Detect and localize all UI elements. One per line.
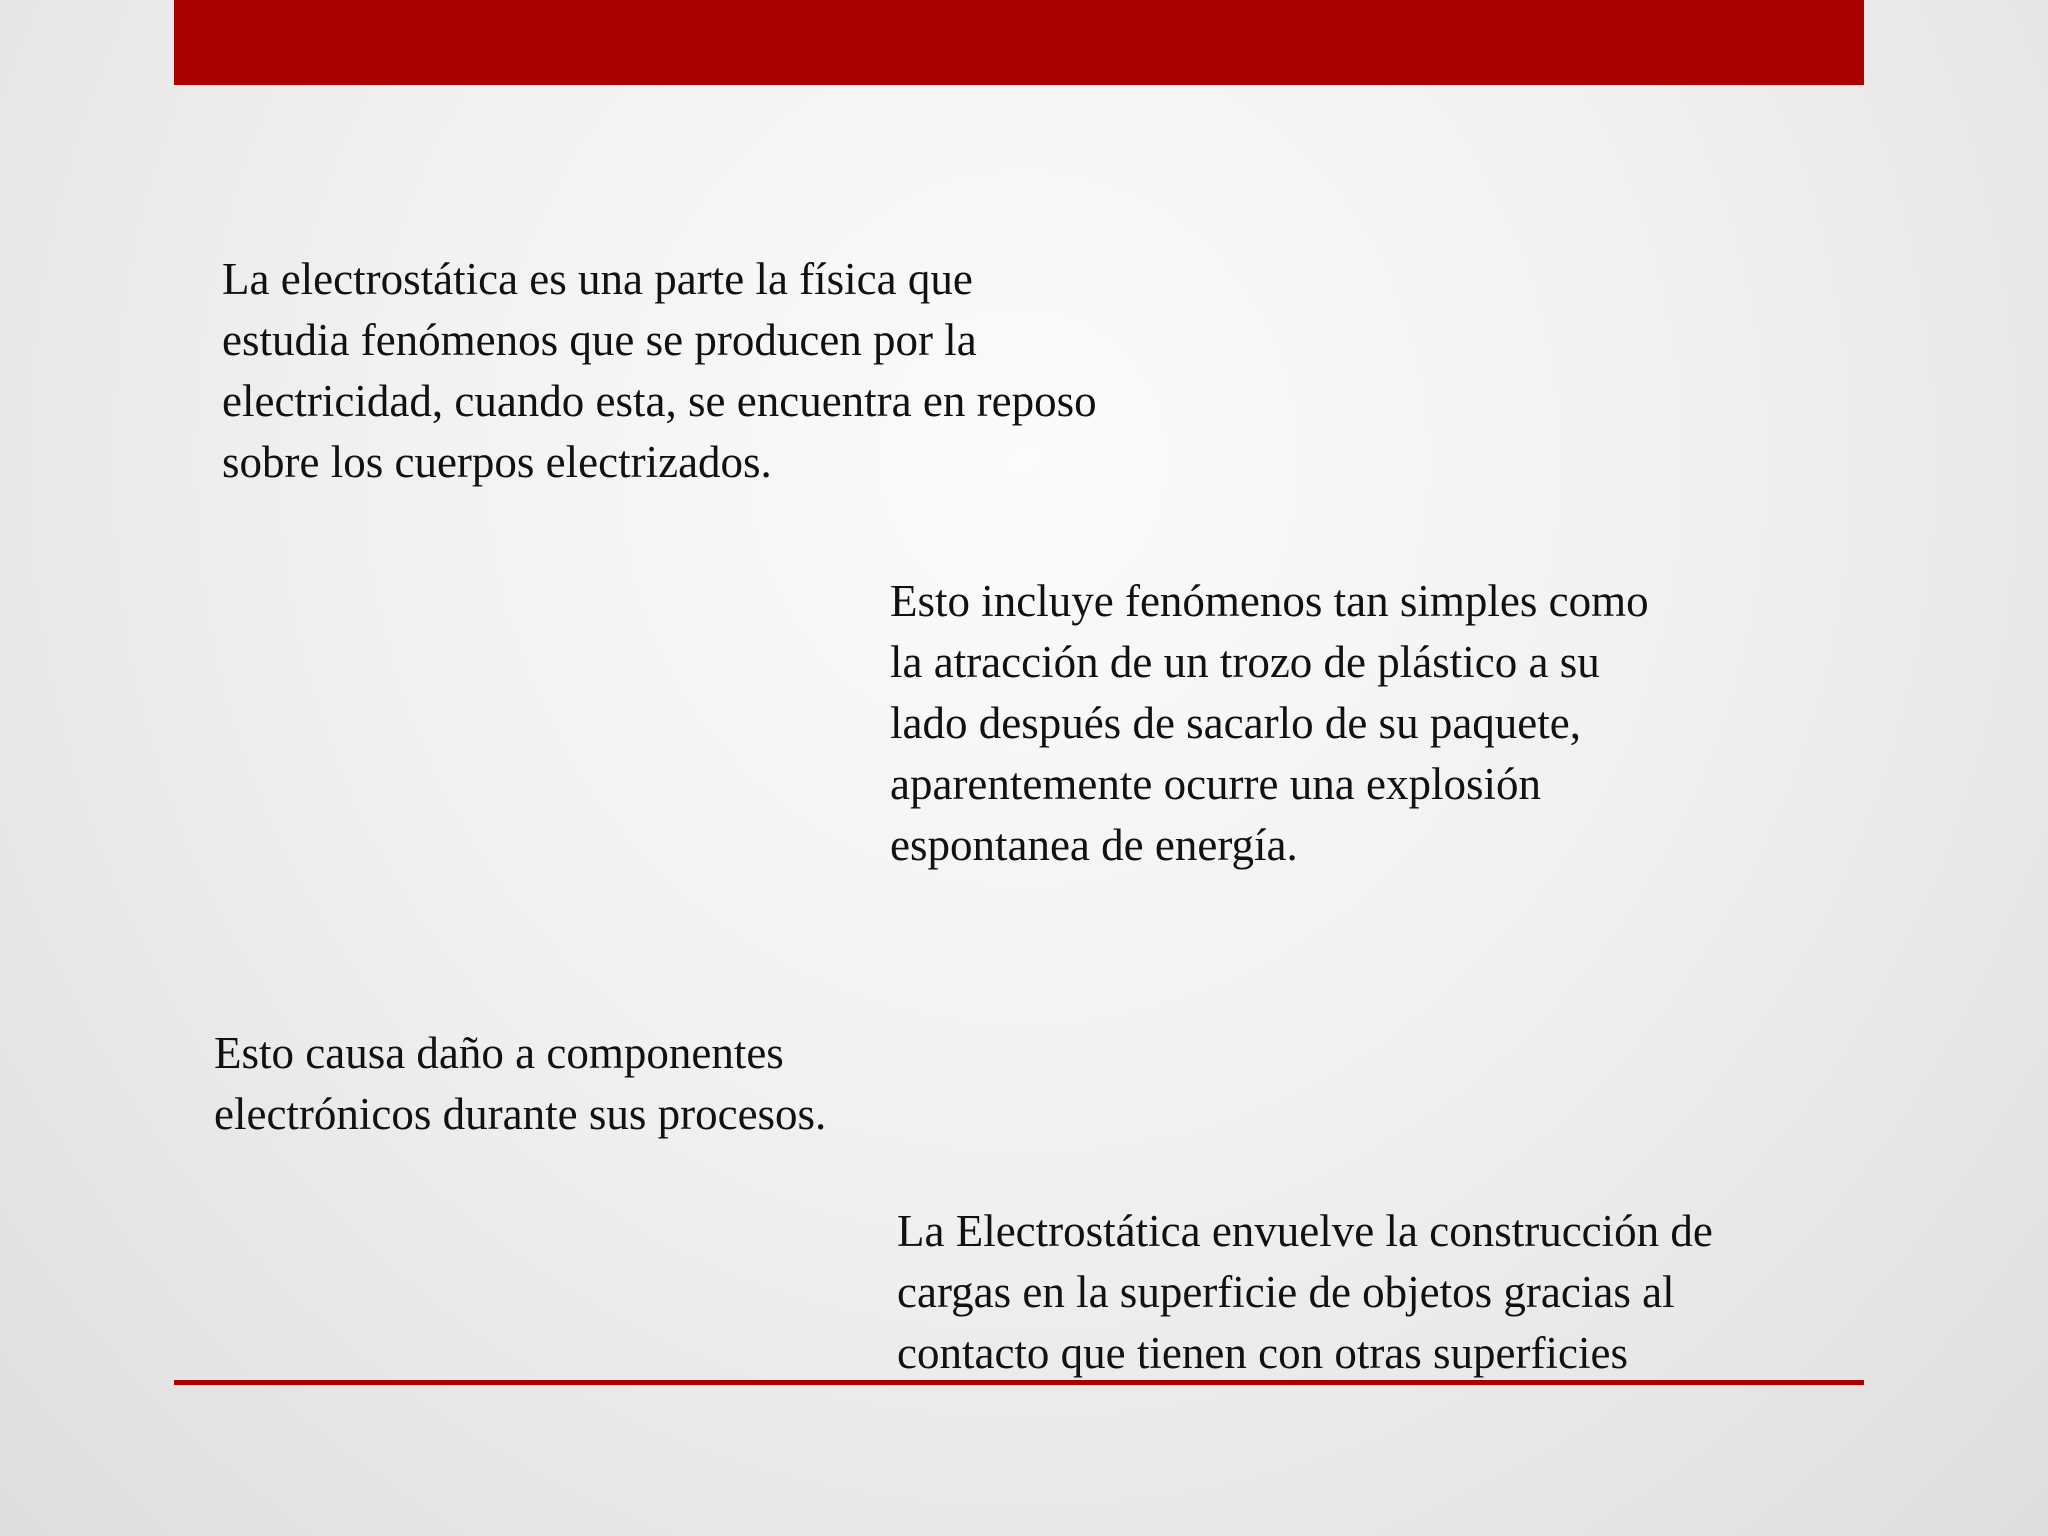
text-line: La electrostática es una parte la física que xyxy=(222,254,973,304)
paragraph-damage xyxy=(214,1023,826,1145)
header-accent-bar xyxy=(174,0,1864,85)
paragraph-definition xyxy=(222,249,1097,493)
text-line: sobre los cuerpos electrizados. xyxy=(222,437,772,487)
paragraph-charges xyxy=(897,1201,1713,1384)
text-line: Esto incluye fenómenos tan simples como xyxy=(890,576,1649,626)
text-line: cargas en la superficie de objetos gracias al xyxy=(897,1267,1675,1317)
text-line: Esto causa daño a componentes xyxy=(214,1028,784,1078)
text-line: espontanea de energía. xyxy=(890,820,1298,870)
footer-accent-rule xyxy=(174,1380,1864,1385)
text-line: La Electrostática envuelve la construcción de xyxy=(897,1206,1713,1256)
text-line: electricidad, cuando esta, se encuentra en reposo xyxy=(222,376,1097,426)
text-line: aparentemente ocurre una explosión xyxy=(890,759,1541,809)
text-line: lado después de sacarlo de su paquete, xyxy=(890,698,1581,748)
text-line: estudia fenómenos que se producen por la xyxy=(222,315,977,365)
text-line: la atracción de un trozo de plástico a su xyxy=(890,637,1600,687)
text-line: electrónicos durante sus procesos. xyxy=(214,1089,827,1139)
text-line: contacto que tienen con otras superficies xyxy=(897,1328,1628,1378)
paragraph-examples xyxy=(890,571,1649,876)
